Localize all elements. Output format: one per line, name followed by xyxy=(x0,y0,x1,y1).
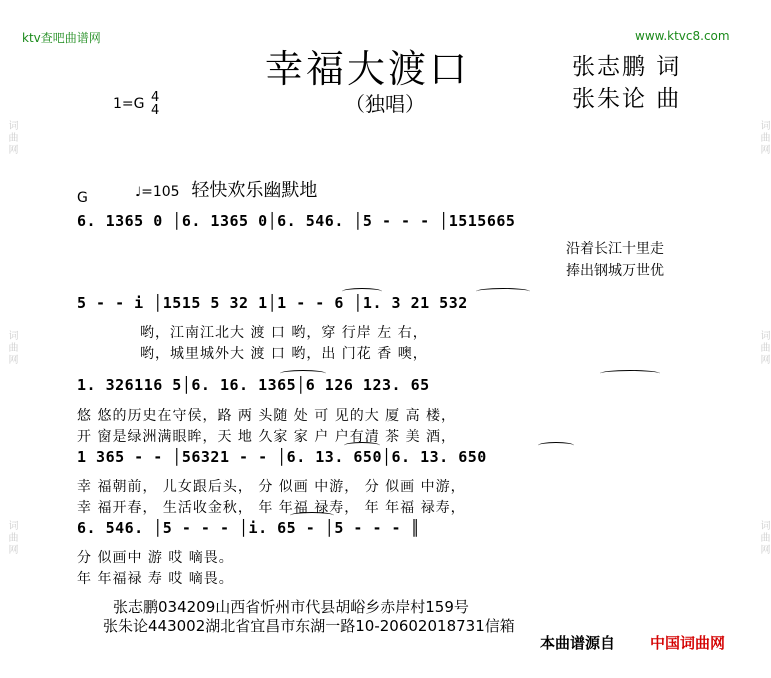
composer-credit: 张朱论 曲 xyxy=(572,86,682,112)
song-subtitle: （独唱） xyxy=(345,92,425,116)
score-line-1: 6. 1365 0 │6. 1365 0│6. 546. │5 - - - │1515665 xyxy=(77,212,516,230)
score-line-5: 6. 546. │5 - - - │i. 65 - │5 - - - ║ xyxy=(77,519,421,537)
source-site-link[interactable]: 中国词曲网 xyxy=(650,634,726,652)
mood-marking: 轻快欢乐幽默地 xyxy=(191,180,318,201)
quarter-note-icon: ♩ xyxy=(135,185,142,200)
lyric-line-1a: 沿着长江十里走 xyxy=(566,241,664,257)
watermark-left: 词曲网 xyxy=(6,120,17,156)
score-line-2: 5 - - i │1515 5 32 1│1 - - 6 │1. 3 21 532 xyxy=(77,294,468,312)
chord-symbol: G xyxy=(77,190,88,206)
lyric-line-5b: 年 年福禄 寿 哎 嘀畏。 xyxy=(77,571,234,587)
tempo-marking xyxy=(135,176,317,202)
site-name-left: ktv查吧曲谱网 xyxy=(22,31,101,45)
lyric-line-5a: 分 似画中 游 哎 嘀畏。 xyxy=(77,550,234,566)
composer-address: 张朱论443002湖北省宜昌市东湖一路10-20602018731信箱 xyxy=(103,617,515,635)
lyric-line-4a: 幸 福朝前， 儿女跟后头， 分 似画 中游， 分 似画 中游， xyxy=(77,479,466,495)
key-signature xyxy=(113,91,159,117)
lyricist-credit: 张志鹏 词 xyxy=(572,54,682,80)
lyric-line-4b: 幸 福开春， 生活收金秋， 年 年福 禄寿， 年 年福 禄寿， xyxy=(77,500,466,516)
lyric-line-3b: 开 窗是绿洲满眼眸，天 地 久家 家 户 户有清 茶 美 酒， xyxy=(77,429,457,445)
site-url-right: www.ktvc8.com xyxy=(635,29,730,43)
source-label: 本曲谱源自 xyxy=(540,634,616,652)
lyric-line-3a: 悠 悠的历史在守侯，路 两 头随 处 可 见的大 厦 高 楼， xyxy=(77,408,457,424)
lyric-line-2a: 哟，江南江北大 渡 口 哟，穿 行岸 左 右， xyxy=(140,325,428,341)
score-line-4: 1 365 - - │56321 - - │6. 13. 650│6. 13. 650 xyxy=(77,448,487,466)
score-line-3: 1. 326116 5│6. 16. 1365│6 126 123. 65 xyxy=(77,376,430,394)
watermark-left: 词曲网 xyxy=(6,330,17,366)
lyric-line-2b: 哟，城里城外大 渡 口 哟，出 门花 香 噢， xyxy=(140,346,428,362)
slur-mark xyxy=(476,288,530,295)
watermark-right: 词曲网 xyxy=(758,120,769,156)
time-bottom: 4 xyxy=(150,103,160,118)
slur-mark xyxy=(344,442,380,449)
time-top: 4 xyxy=(150,90,160,105)
lyricist-address: 张志鹏034209山西省忻州市代县胡峪乡赤岸村159号 xyxy=(113,598,469,616)
watermark-left: 词曲网 xyxy=(6,520,17,556)
watermark-right: 词曲网 xyxy=(758,330,769,366)
lyric-line-1b: 捧出钢城万世优 xyxy=(566,263,664,279)
slur-mark xyxy=(280,370,326,377)
slur-mark xyxy=(600,370,660,377)
slur-mark xyxy=(342,288,382,295)
tempo-value: =105 xyxy=(141,184,180,200)
key-label: 1=G xyxy=(113,96,145,112)
song-title: 幸福大渡口 xyxy=(265,47,471,91)
time-signature xyxy=(151,91,159,117)
watermark-right: 词曲网 xyxy=(758,520,769,556)
slur-mark xyxy=(538,442,574,449)
slur-mark xyxy=(290,512,334,519)
